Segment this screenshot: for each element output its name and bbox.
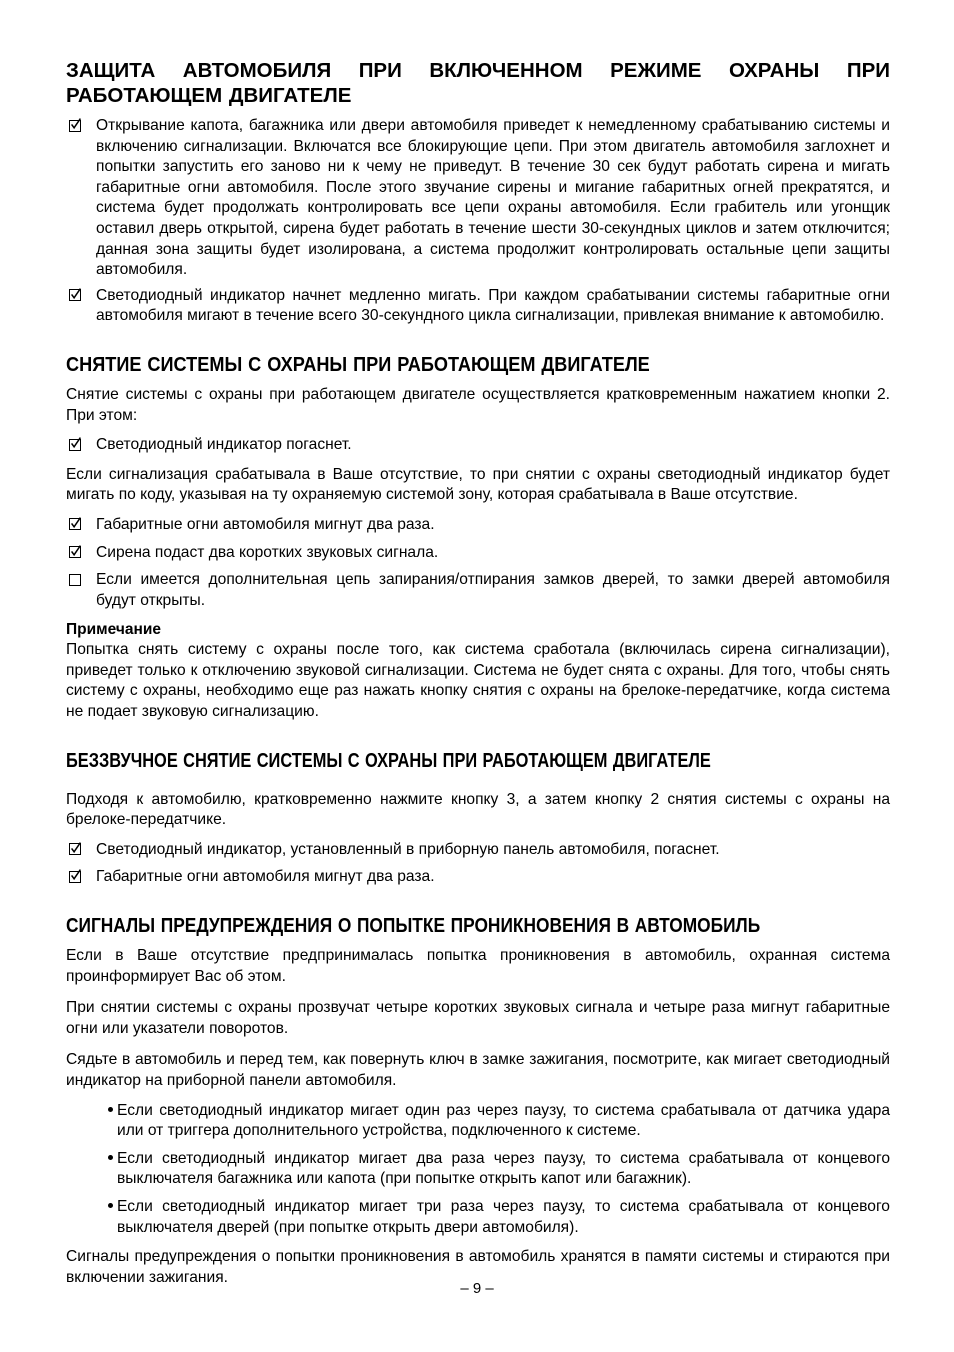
list-item-text: Если светодиодный индикатор мигает три раза через паузу, то система срабатывала от концевого выключателя дверей (при попытке открыть двери автомобиля).	[117, 1197, 890, 1236]
spacer	[66, 426, 890, 435]
checkmark-icon	[71, 869, 81, 882]
spacer	[66, 723, 890, 748]
spacer	[66, 1238, 890, 1247]
note-heading: Примечание	[66, 621, 161, 639]
checklist-silent-disarm	[66, 840, 890, 888]
section-heading-text: БЕЗЗВУЧНОЕ СНЯТИЕ СИСТЕМЫ С ОХРАНЫ ПРИ РАБОТАЮЩЕМ ДВИГАТЕЛЕ	[66, 748, 711, 772]
spacer	[66, 611, 890, 620]
spacer	[66, 781, 890, 790]
list-item-text: Габаритные огни автомобиля мигнут два раза.	[96, 868, 435, 886]
section-heading-line-1: ЗАЩИТА АВТОМОБИЛЯ ПРИ ВКЛЮЧЕННОМ РЕЖИМЕ ОХРАНЫ ПРИ	[66, 59, 890, 82]
list-item-text: Если имеется дополнительная цепь запирания/отпирания замков дверей, то замки дверей автомобиля будут открыты.	[96, 571, 890, 609]
checkmark-icon	[71, 118, 81, 131]
list-item	[66, 840, 890, 861]
checkbox-checked-icon	[69, 439, 81, 451]
list-item	[66, 515, 890, 536]
checklist-disarm-second	[66, 515, 890, 611]
bulleted-list-blink-codes	[66, 1101, 890, 1239]
list-item-text: Габаритные огни автомобиля мигнут два раза.	[96, 515, 435, 533]
paragraph-disarm-intro: Снятие системы с охраны при работающем двигателе осуществляется кратковременным нажатием кнопки 2. При этом:	[66, 385, 890, 424]
checkmark-icon	[71, 842, 81, 855]
list-item	[108, 1197, 890, 1238]
list-item-text: Если светодиодный индикатор мигает один раз через паузу, то система срабатывала от датчика удара или от триггера дополнительного устройства, подключенного к системе.	[117, 1101, 890, 1140]
paragraph-silent-disarm-intro: Подходя к автомобилю, кратковременно нажмите кнопку 3, а затем кнопку 2 снятия системы с охраны на брелоке-передатчике.	[66, 790, 890, 829]
list-item	[66, 286, 890, 327]
checkmark-icon	[71, 437, 81, 450]
paragraph-intrusion-1: Если в Ваше отсутствие предпринималась попытка проникновения в автомобиль, охранная система проинформирует Вас об этом.	[66, 947, 890, 985]
list-item	[66, 867, 890, 888]
list-item-text: Сирена подаст два коротких звуковых сигнала.	[96, 543, 439, 561]
spacer	[66, 327, 890, 352]
list-item	[66, 543, 890, 564]
checkbox-checked-icon	[69, 518, 81, 530]
checkbox-unchecked-icon	[69, 574, 81, 586]
paragraph-intrusion-2: При снятии системы с охраны прозвучат четыре коротких звуковых сигнала и четыре раза мигнут габаритные огни или указатели поворотов.	[66, 999, 890, 1037]
section-heading-protection-armed-engine-running	[66, 58, 890, 108]
section-heading-line-2: РАБОТАЮЩЕМ ДВИГАТЕЛЕ	[66, 84, 352, 107]
list-item	[66, 570, 890, 611]
paragraph-note-body: Попытка снять систему с охраны после того, как система сработала (включилась сирена сигнализации), приведет только к отключению звуковой сигнализации. Система не будет снята с охраны. Для того, чтобы снять систему с охраны, необходимо еще раз нажать кнопку снятия с охраны на брелоке-передатчике, когда система не подает звуковую сигнализацию.	[66, 641, 890, 721]
checkbox-checked-icon	[69, 871, 81, 883]
checkbox-checked-icon	[69, 120, 81, 132]
list-item	[66, 435, 890, 456]
page-content	[66, 58, 890, 1288]
bullet-dot-icon	[108, 1203, 113, 1208]
bullet-dot-icon	[108, 1155, 113, 1160]
spacer	[66, 888, 890, 913]
list-item-text: Светодиодный индикатор, установленный в приборную панель автомобиля, погаснет.	[96, 840, 720, 858]
list-item	[108, 1149, 890, 1190]
section-heading-intrusion-warning	[66, 913, 890, 938]
paragraph-intrusion-closing: Сигналы предупреждения о попытки проникновения в автомобиль хранятся в памяти системы и стираются при включении зажигания.	[66, 1248, 890, 1286]
checkmark-icon	[71, 545, 81, 558]
spacer	[66, 1092, 890, 1101]
section-heading-text: СИГНАЛЫ ПРЕДУПРЕЖДЕНИЯ О ПОПЫТКЕ ПРОНИКНОВЕНИЯ В АВТОМОБИЛЬ	[66, 914, 761, 938]
section-heading-silent-disarm	[66, 748, 890, 773]
list-item-text: Светодиодный индикатор начнет медленно мигать. При каждом срабатывании системы габаритные огни автомобиля мигают в течение всего 30-секундного цикла сигнализации, привлекая внимание к автомобилю.	[96, 286, 890, 325]
checkbox-checked-icon	[69, 546, 81, 558]
page-number: – 9 –	[460, 1280, 494, 1297]
checklist-disarm-first	[66, 435, 890, 456]
bullet-dot-icon	[108, 1107, 113, 1112]
paragraph-disarm-code-blink: Если сигнализация срабатывала в Ваше отсутствие, то при снятии с охраны светодиодный индикатор будет мигать по коду, указывая на ту охраняемую системой зону, которая срабатывала в Ваше отсутствие.	[66, 465, 890, 504]
section-heading-disarm-engine-running	[66, 352, 890, 377]
checkmark-icon	[71, 517, 81, 530]
spacer	[66, 456, 890, 465]
list-item-text: Если светодиодный индикатор мигает два раза через паузу, то система срабатывала от концевого выключателя багажника или капота (при попытке открыть капот или багажник).	[117, 1149, 890, 1188]
spacer	[66, 831, 890, 840]
list-item	[66, 116, 890, 281]
checklist-protection-armed	[66, 116, 890, 327]
paragraph-intrusion-3: Сядьте в автомобиль и перед тем, как повернуть ключ в замке зажигания, посмотрите, как мигает светодиодный индикатор на приборной панели автомобиля.	[66, 1051, 890, 1089]
spacer	[66, 506, 890, 515]
checkbox-checked-icon	[69, 289, 81, 301]
checkmark-icon	[71, 288, 81, 301]
list-item-text: Светодиодный индикатор погаснет.	[96, 436, 352, 454]
list-item-text: Открывание капота, багажника или двери автомобиля приведет к немедленному срабатыванию системы и включению сигнализации. Включатся все блокирующие цепи. При этом двигатель автомобиля заглохнет и попытки запустить его заново ни к чему не приведут. В течение 30 сек будут работать сирена и мигать габаритные огни автомобиля. После этого звучание сирены и мигание габаритных огней прекратятся, и система будет продолжать контролировать все цепи охраны автомобиля. Если грабитель или угонщик оставил дверь открытой, сирена будет работать в течение шести 30-секундных циклов и затем отключится; данная зона защиты будет изолирована, а система продолжит контролировать остальные цепи защиты автомобиля.	[96, 117, 890, 279]
section-heading-text: СНЯТИЕ СИСТЕМЫ С ОХРАНЫ ПРИ РАБОТАЮЩЕМ ДВИГАТЕЛЕ	[66, 352, 650, 376]
list-item	[108, 1101, 890, 1142]
checkbox-checked-icon	[69, 843, 81, 855]
